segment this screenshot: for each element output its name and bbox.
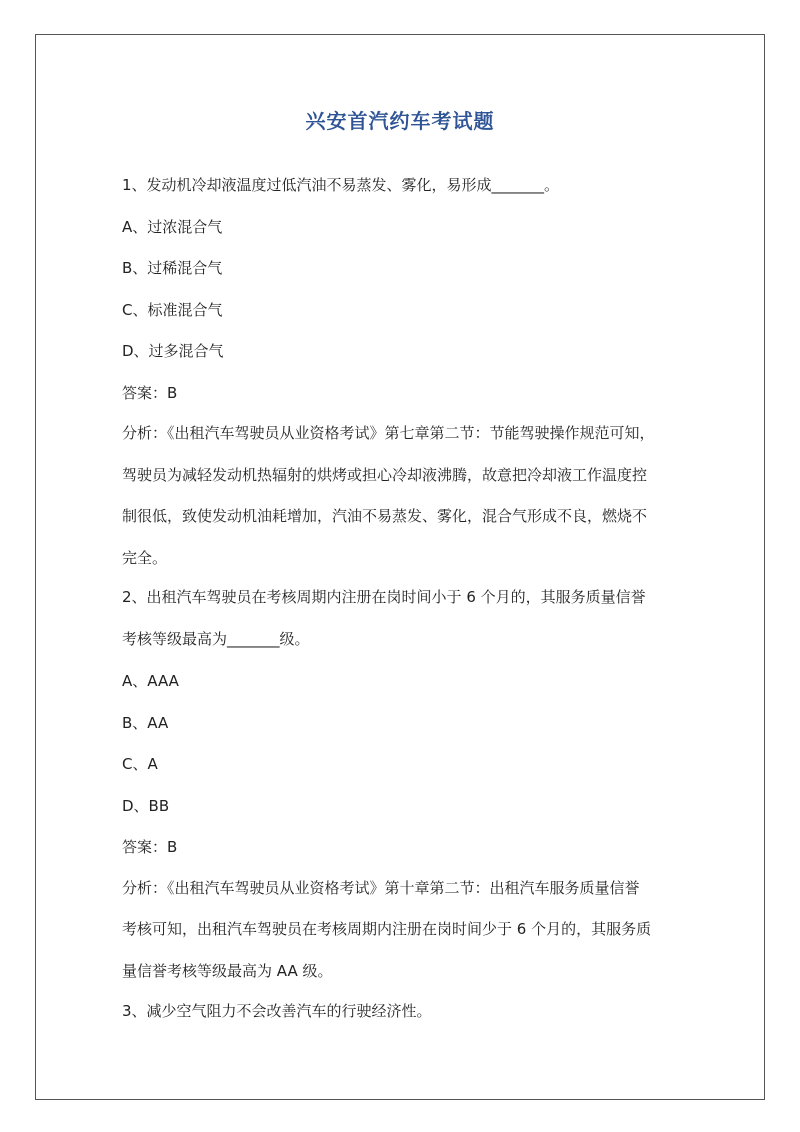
q1-analysis-line: 制很低，致使发动机油耗增加，汽油不易蒸发、雾化，混合气形成不良，燃烧不: [122, 507, 648, 525]
q2-analysis: [122, 868, 694, 993]
q2-option-a: A、AAA: [122, 672, 179, 690]
question-2-line: 考核等级最高为_______级。: [122, 629, 310, 648]
q1-option-c: C、标准混合气: [122, 300, 223, 319]
question-3: 3、减少空气阻力不会改善汽车的行驶经济性。: [122, 1002, 432, 1020]
q2-analysis-line: 分析：《出租汽车驾驶员从业资格考试》第十章第二节：出租汽车服务质量信誉: [122, 878, 640, 897]
q2-option-d: D、BB: [122, 796, 170, 815]
question-2-line: 2、出租汽车驾驶员在考核周期内注册在岗时间小于 6 个月的，其服务质量信誉: [122, 588, 646, 606]
q2-analysis-line: 量信誉考核等级最高为 AA 级。: [122, 961, 333, 980]
q1-option-a: A、过浓混合气: [122, 217, 223, 236]
q1-analysis-line: 驾驶员为减轻发动机热辐射的烘烤或担心冷却液沸腾，故意把冷却液工作温度控: [122, 465, 648, 484]
q1-analysis-line: 完全。: [122, 548, 168, 567]
q2-option-b: B、AA: [122, 713, 169, 732]
q1-option-d: D、过多混合气: [122, 342, 224, 360]
question-1: 1、发动机冷却液温度过低汽油不易蒸发、雾化，易形成_______。: [122, 176, 560, 194]
page-title: 兴安首汽约车考试题: [305, 109, 495, 133]
q2-answer: 答案：B: [122, 838, 178, 856]
q2-option-c: C、A: [122, 755, 158, 773]
q1-answer: 答案：B: [122, 383, 178, 402]
question-2: [122, 577, 694, 660]
q1-analysis-line: 分析：《出租汽车驾驶员从业资格考试》第七章第二节：节能驾驶操作规范可知，: [122, 424, 655, 442]
q1-option-b: B、过稀混合气: [122, 259, 223, 277]
q2-analysis-line: 考核可知，出租汽车驾驶员在考核周期内注册在岗时间少于 6 个月的，其服务质: [122, 920, 652, 938]
q1-analysis: [122, 413, 694, 579]
document-body: [122, 170, 694, 1038]
